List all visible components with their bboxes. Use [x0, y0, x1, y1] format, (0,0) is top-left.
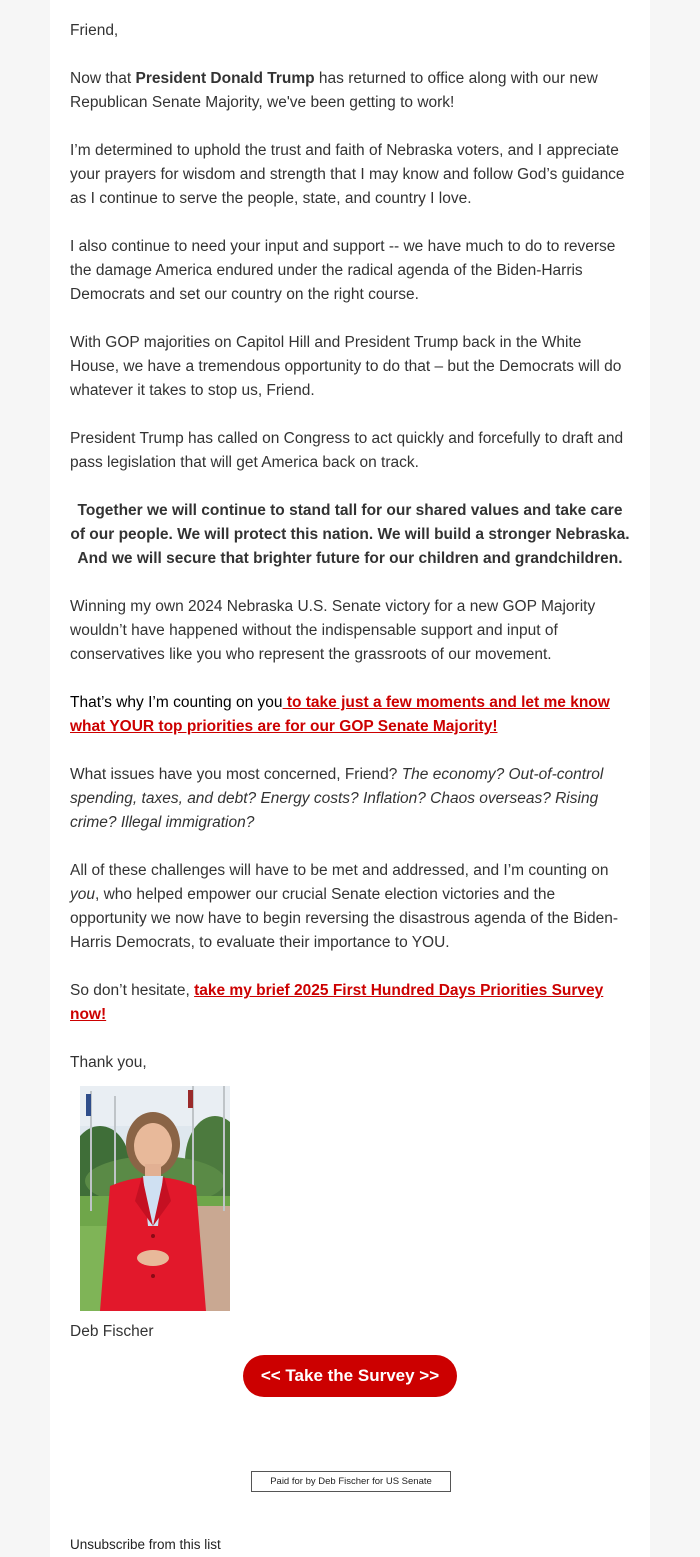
paragraph-8 — [70, 691, 630, 739]
salutation: Friend, — [70, 22, 119, 39]
paragraph-3: I also continue to need your input and support -- we have much to do to reverse the damage America endured under the radical agenda of the Biden-Harris Democrats and set our country on the right course. — [70, 238, 616, 303]
email-body — [70, 19, 630, 1085]
paragraph-5: President Trump has called on Congress to act quickly and forcefully to draft and pass legislation that will get America back on track. — [70, 430, 624, 471]
closing: Thank you, — [70, 1054, 147, 1071]
p10-after: , who helped empower our crucial Senate election victories and the opportunity we now have to begin reversing the disastrous agenda of the Biden-Harris Democrats, to evaluate their importance to YOU. — [70, 886, 619, 951]
paid-for-disclaimer: Paid for by Deb Fischer for US Senate — [251, 1471, 451, 1492]
paragraph-9 — [70, 763, 630, 835]
p10-before: All of these challenges will have to be met and addressed, and I’m counting on — [70, 862, 609, 879]
unsubscribe-link[interactable]: Unsubscribe from this list — [70, 1537, 221, 1552]
priorities-link[interactable]: to take just a few moments and let me know what YOUR top priorities are for our GOP Senate Majority! — [70, 694, 610, 735]
paragraph-1 — [70, 67, 630, 115]
paragraph-4: With GOP majorities on Capitol Hill and President Trump back in the White House, we have a tremendous opportunity to do that – but the Democrats will do whatever it takes to stop us, Friend. — [70, 334, 622, 399]
paragraph-7: Winning my own 2024 Nebraska U.S. Senate victory for a new GOP Majority wouldn’t have happened without the indispensable support and input of conservatives like you who represent the grassroots of our movement. — [70, 598, 596, 663]
p9-issues-list: The economy? Out-of-control spending, taxes, and debt? Energy costs? Inflation? Chaos overseas? Rising crime? Illegal immigration? — [70, 766, 604, 831]
p10-italic-you: you — [70, 886, 95, 903]
survey-link[interactable]: take my brief 2025 First Hundred Days Priorities Survey now! — [70, 982, 604, 1023]
signature-name: Deb Fischer — [70, 1323, 154, 1340]
paragraph-6-highlight: Together we will continue to stand tall for our shared values and take care of our people. We will protect this nation. We will build a stronger Nebraska. And we will secure that brighter future for our children and grandchildren. — [70, 502, 630, 567]
paragraph-2: I’m determined to uphold the trust and faith of Nebraska voters, and I appreciate your prayers for wisdom and strength that I may know and follow God’s guidance as I continue to serve the people, state, and country I love. — [70, 142, 625, 207]
senator-portrait-icon — [80, 1086, 230, 1311]
p1-bold-name: President Donald Trump — [135, 70, 315, 87]
p8-lead: That’s why I’m counting on you — [70, 694, 283, 711]
p1-before: Now that — [70, 70, 136, 87]
p11-lead: So don’t hesitate, — [70, 982, 195, 999]
email-card — [50, 0, 650, 1557]
paragraph-11 — [70, 979, 630, 1027]
p9-lead: What issues have you most concerned, Friend? — [70, 766, 402, 783]
p1-after: has returned to office along with our new Republican Senate Majority, we've been getting to work! — [70, 70, 598, 111]
take-survey-button[interactable]: << Take the Survey >> — [243, 1355, 457, 1397]
paragraph-10 — [70, 859, 630, 955]
